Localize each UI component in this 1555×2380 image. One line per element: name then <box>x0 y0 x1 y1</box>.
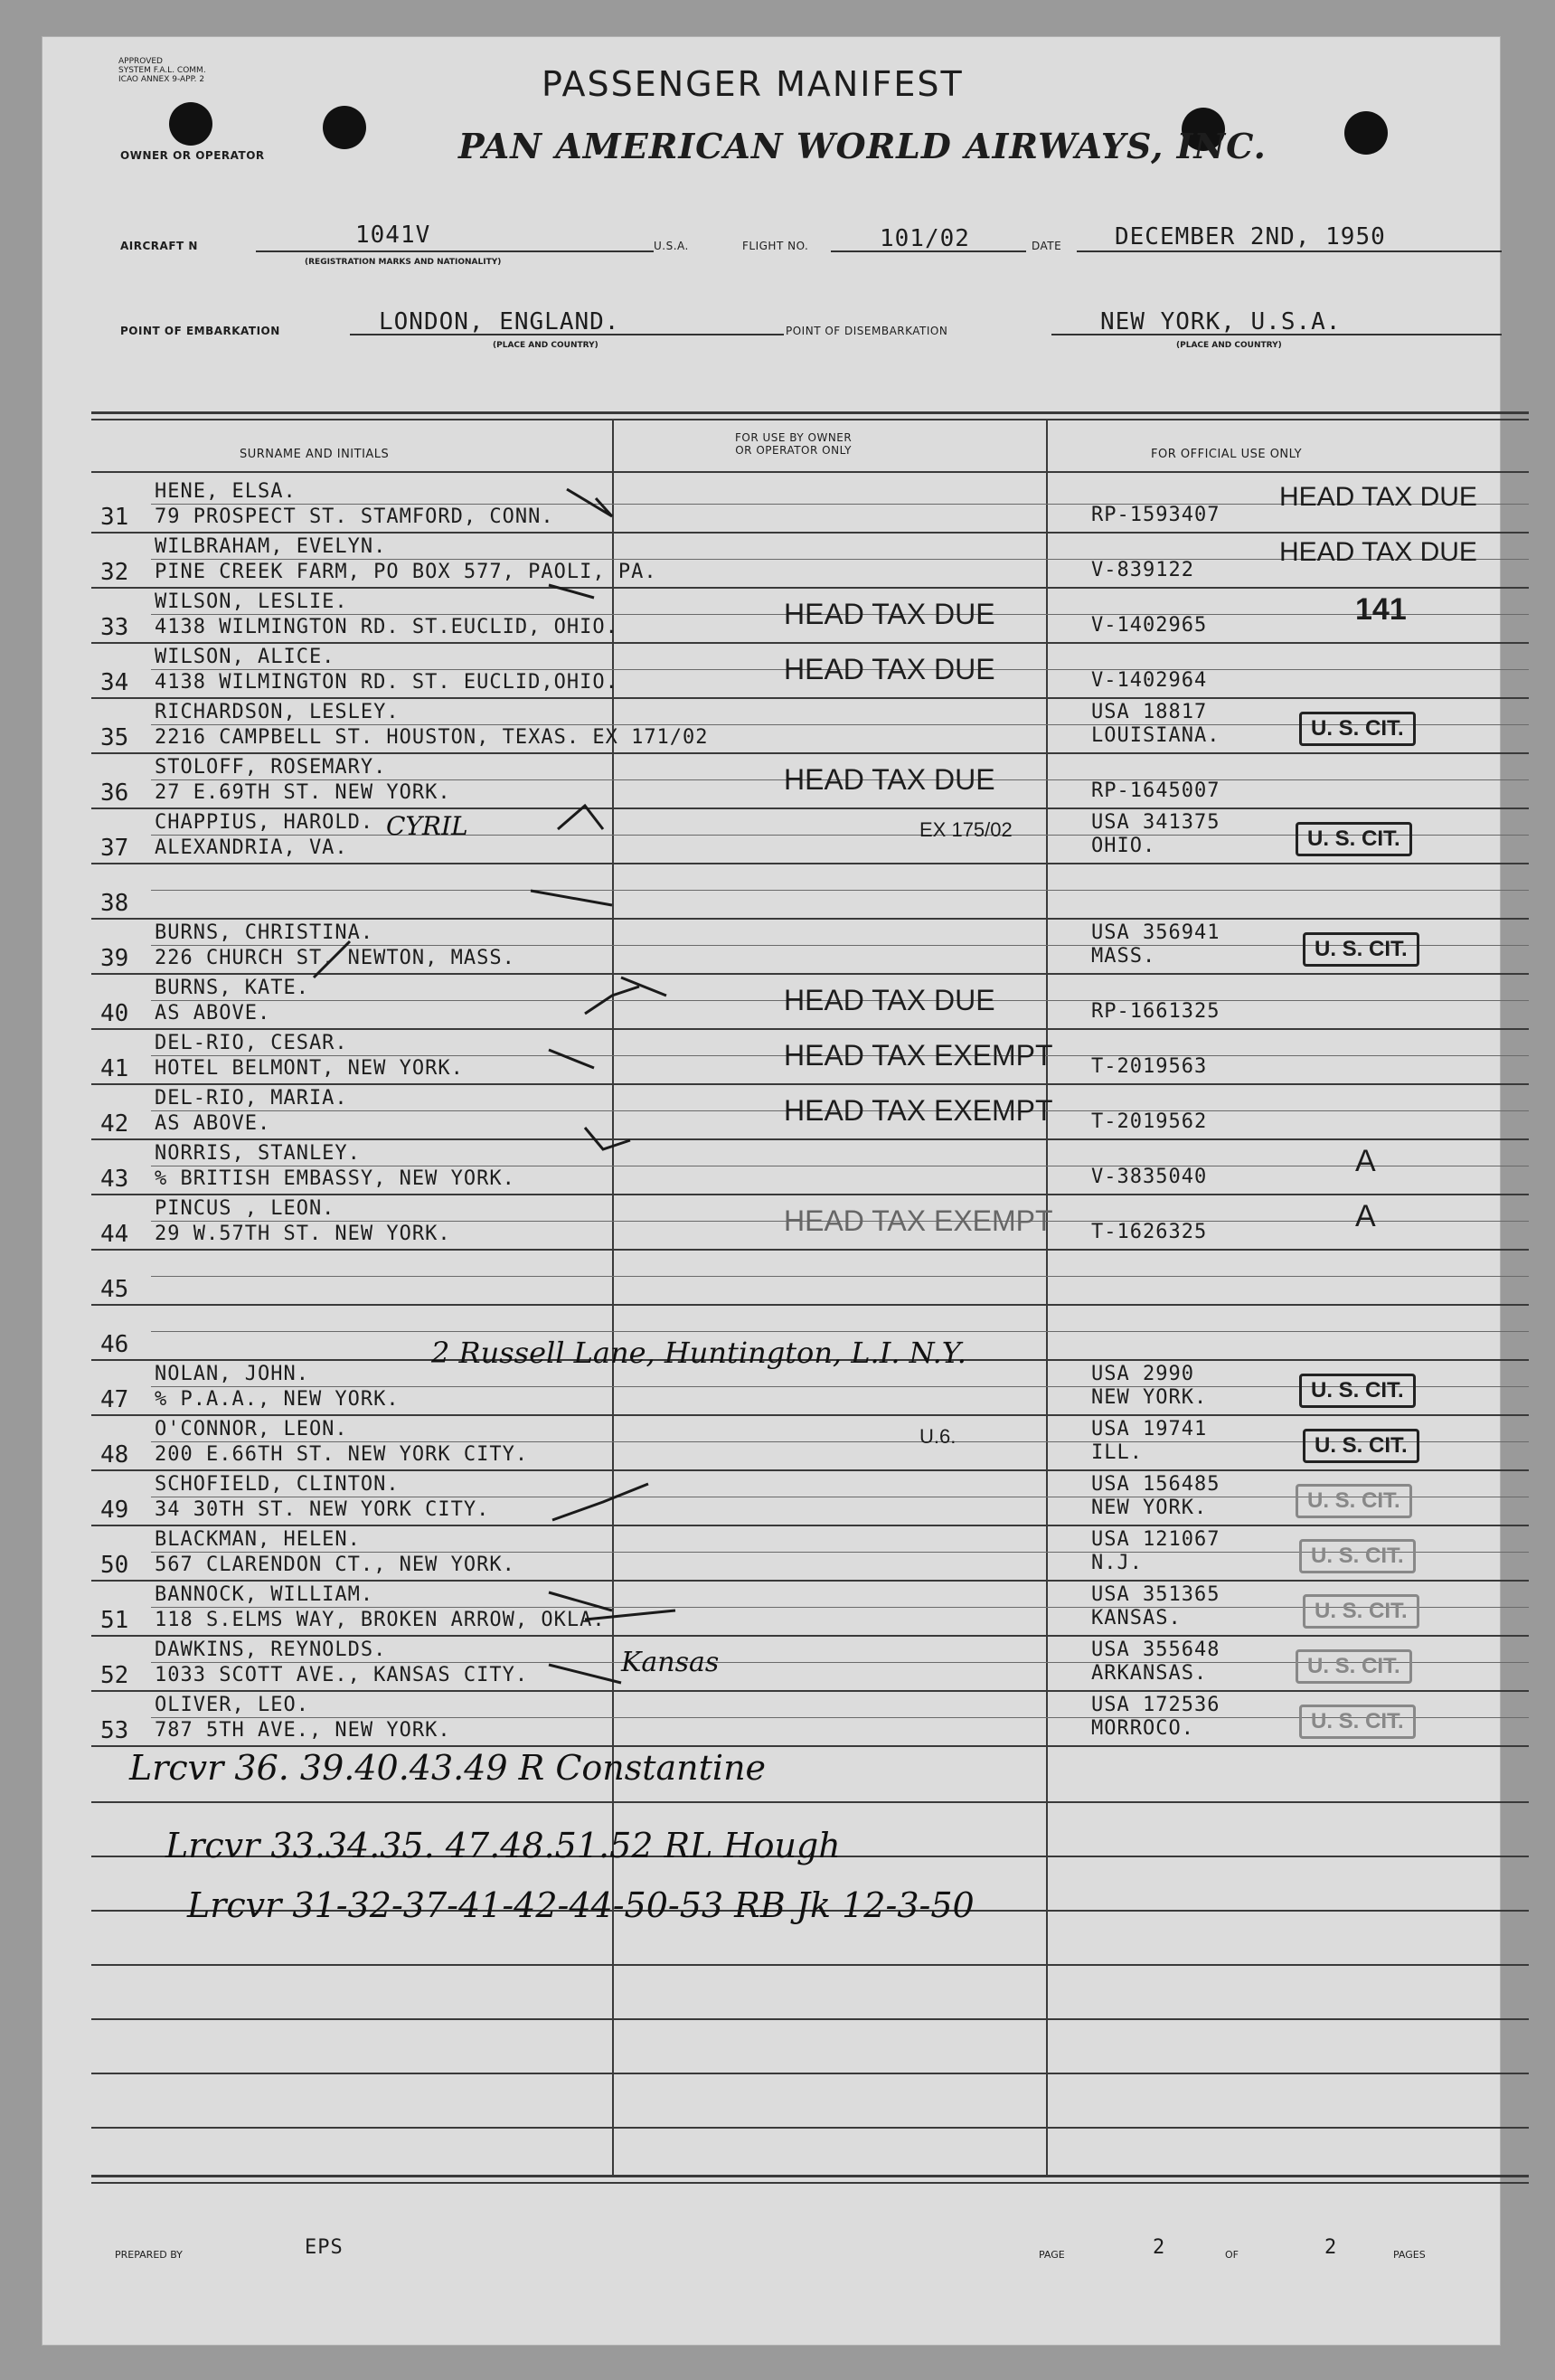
passenger-name: CHAPPIUS, HAROLD. <box>155 811 374 834</box>
handwritten-cyril: CYRIL <box>386 811 468 841</box>
handwritten-kansas: Kansas <box>621 1647 720 1678</box>
row-number: 52 <box>100 1662 129 1689</box>
check-mark <box>585 1610 675 1620</box>
passenger-address: % P.A.A., NEW YORK. <box>155 1388 400 1411</box>
row-number: 41 <box>100 1055 129 1082</box>
row-number: 50 <box>100 1552 129 1579</box>
official-state: MASS. <box>1091 945 1156 968</box>
row-number: 45 <box>100 1276 129 1303</box>
official-state: ILL. <box>1091 1441 1143 1464</box>
official-state: LOUISIANA. <box>1091 724 1220 747</box>
pages-label: PAGES <box>1393 2249 1426 2261</box>
row-number: 48 <box>100 1441 129 1469</box>
passenger-address: 118 S.ELMS WAY, BROKEN ARROW, OKLA. <box>155 1609 606 1631</box>
aircraft-label: AIRCRAFT N <box>120 240 198 252</box>
passenger-name: NOLAN, JOHN. <box>155 1363 309 1385</box>
passenger-address: AS ABOVE. <box>155 1112 271 1135</box>
owner-column-note: HEAD TAX DUE <box>784 763 995 796</box>
passenger-address: 200 E.66TH ST. NEW YORK CITY. <box>155 1443 529 1466</box>
official-state: OHIO. <box>1091 835 1156 857</box>
official-number: USA 356941 <box>1091 921 1220 944</box>
approval-note: APPROVED SYSTEM F.A.L. COMM. ICAO ANNEX 9-APP. 2 <box>118 57 206 84</box>
official-number: RP-1593407 <box>1091 504 1220 526</box>
owner-column-note: HEAD TAX EXEMPT <box>784 1204 1053 1237</box>
row-number: 46 <box>100 1331 129 1358</box>
official-state: MORROCO. <box>1091 1717 1194 1740</box>
official-number: T-2019562 <box>1091 1110 1208 1133</box>
passenger-address: HOTEL BELMONT, NEW YORK. <box>155 1057 464 1080</box>
owner-column-note: HEAD TAX DUE <box>784 653 995 685</box>
prepared-value: EPS <box>305 2236 344 2259</box>
passenger-name: O'CONNOR, LEON. <box>155 1418 348 1440</box>
official-number: USA 341375 <box>1091 811 1220 834</box>
owner-column-note: U.6. <box>919 1425 957 1448</box>
flight-label: FLIGHT NO. <box>742 240 809 252</box>
passenger-name: BURNS, KATE. <box>155 977 309 999</box>
passenger-address: 79 PROSPECT ST. STAMFORD, CONN. <box>155 505 554 528</box>
disembarkation-label: POINT OF DISEMBARKATION <box>786 325 948 337</box>
check-mark <box>567 489 612 516</box>
official-stamp: A <box>1355 1199 1376 1233</box>
passenger-address: % BRITISH EMBASSY, NEW YORK. <box>155 1167 515 1190</box>
aircraft-value: 1041V <box>355 222 431 249</box>
official-number: T-2019563 <box>1091 1055 1208 1078</box>
flight-value: 101/02 <box>880 225 970 252</box>
passenger-name: DAWKINS, REYNOLDS. <box>155 1639 387 1661</box>
owner-column-note: HEAD TAX EXEMPT <box>784 1039 1053 1072</box>
date-value: DECEMBER 2ND, 1950 <box>1115 223 1386 250</box>
row-number: 34 <box>100 669 129 696</box>
handwritten-line-3: Lrcvr 31-32-37-41-42-44-50-53 RB Jk 12-3-50 <box>187 1885 975 1925</box>
page-label: PAGE <box>1039 2249 1065 2261</box>
passenger-address: 34 30TH ST. NEW YORK CITY. <box>155 1498 490 1521</box>
row-number: 36 <box>100 779 129 807</box>
disembarkation-value: NEW YORK, U.S.A. <box>1100 308 1342 335</box>
us-citizen-stamp: U. S. CIT. <box>1303 932 1419 967</box>
official-number: USA 2990 <box>1091 1363 1194 1385</box>
check-mark <box>585 987 639 1014</box>
row-number: 31 <box>100 504 129 531</box>
official-number: RP-1645007 <box>1091 779 1220 802</box>
usa-label: U.S.A. <box>654 240 689 252</box>
official-number: USA 156485 <box>1091 1473 1220 1496</box>
row-number: 39 <box>100 945 129 972</box>
official-state: KANSAS. <box>1091 1607 1182 1629</box>
of-label: OF <box>1225 2249 1239 2261</box>
embarkation-value: LONDON, ENGLAND. <box>379 308 620 335</box>
official-number: RP-1661325 <box>1091 1000 1220 1023</box>
passenger-name: STOLOFF, ROSEMARY. <box>155 756 387 779</box>
manifest-sheet <box>42 36 1501 2346</box>
place-note-2: (PLACE AND COUNTRY) <box>1176 341 1282 350</box>
official-number: USA 351365 <box>1091 1583 1220 1606</box>
official-state: ARKANSAS. <box>1091 1662 1208 1685</box>
official-number: USA 172536 <box>1091 1694 1220 1716</box>
page-title: PASSENGER MANIFEST <box>542 64 964 104</box>
us-citizen-stamp: U. S. CIT. <box>1303 1429 1419 1463</box>
of-value: 2 <box>1324 2236 1338 2259</box>
footer-rule <box>91 2175 1529 2177</box>
handwritten-line-1: Lrcvr 36. 39.40.43.49 R Constantine <box>129 1748 767 1788</box>
check-mark <box>314 941 350 978</box>
row-number: 53 <box>100 1717 129 1744</box>
date-label: DATE <box>1032 240 1062 252</box>
owner-column-note: HEAD TAX DUE <box>784 598 995 630</box>
passenger-name: PINCUS , LEON. <box>155 1197 335 1220</box>
check-mark <box>549 1592 612 1610</box>
official-stamp: 141 <box>1355 592 1407 627</box>
row-number: 38 <box>100 890 129 917</box>
official-number: V-1402964 <box>1091 669 1208 692</box>
official-state: N.J. <box>1091 1552 1143 1574</box>
check-mark <box>558 806 603 829</box>
passenger-name: BURNS, CHRISTINA. <box>155 921 374 944</box>
passenger-address: AS ABOVE. <box>155 1002 271 1025</box>
airline-name: PAN AMERICAN WORLD AIRWAYS, INC. <box>458 126 1267 166</box>
official-number: V-3835040 <box>1091 1166 1208 1188</box>
official-state: NEW YORK. <box>1091 1386 1208 1409</box>
official-stamp: HEAD TAX DUE <box>1279 537 1477 567</box>
official-number: USA 355648 <box>1091 1639 1220 1661</box>
col-header-surname: SURNAME AND INITIALS <box>240 448 390 461</box>
passenger-name: WILBRAHAM, EVELYN. <box>155 535 387 558</box>
passenger-name: BLACKMAN, HELEN. <box>155 1528 361 1551</box>
passenger-address: 4138 WILMINGTON RD. ST.EUCLID, OHIO. <box>155 616 618 638</box>
passenger-address: 567 CLARENDON CT., NEW YORK. <box>155 1554 515 1576</box>
owner-column-note: EX 175/02 <box>919 818 1013 841</box>
check-mark <box>621 978 666 996</box>
us-citizen-stamp: U. S. CIT. <box>1303 1594 1419 1629</box>
us-citizen-stamp: U. S. CIT. <box>1299 1705 1416 1739</box>
official-number: USA 18817 <box>1091 701 1208 723</box>
owner-column-note: HEAD TAX DUE <box>784 984 995 1016</box>
passenger-address: 2216 CAMPBELL ST. HOUSTON, TEXAS. EX 171/02 <box>155 726 709 749</box>
official-state: NEW YORK. <box>1091 1497 1208 1519</box>
row-number: 44 <box>100 1221 129 1248</box>
place-note: (PLACE AND COUNTRY) <box>493 341 598 350</box>
us-citizen-stamp: U. S. CIT. <box>1296 1484 1412 1518</box>
passenger-address: 29 W.57TH ST. NEW YORK. <box>155 1223 451 1245</box>
us-citizen-stamp: U. S. CIT. <box>1296 822 1412 856</box>
official-number: T-1626325 <box>1091 1221 1208 1243</box>
passenger-name: BANNOCK, WILLIAM. <box>155 1583 374 1606</box>
official-stamp: A <box>1355 1144 1376 1178</box>
row-number: 47 <box>100 1386 129 1413</box>
check-mark <box>549 1665 621 1683</box>
passenger-name: WILSON, LESLIE. <box>155 590 348 613</box>
passenger-name: OLIVER, LEO. <box>155 1694 309 1716</box>
handwritten-line-2: Lrcvr 33.34.35. 47.48.51.52 RL Hough <box>165 1826 841 1865</box>
page-value: 2 <box>1153 2236 1166 2259</box>
check-mark <box>549 1050 594 1068</box>
row-number: 42 <box>100 1110 129 1138</box>
official-stamp: HEAD TAX DUE <box>1279 482 1477 512</box>
check-mark <box>549 585 594 598</box>
passenger-address: 787 5TH AVE., NEW YORK. <box>155 1719 451 1742</box>
owner-label: OWNER OR OPERATOR <box>120 149 265 162</box>
official-number: V-1402965 <box>1091 614 1208 637</box>
passenger-name: WILSON, ALICE. <box>155 646 335 668</box>
us-citizen-stamp: U. S. CIT. <box>1299 1374 1416 1408</box>
row-number: 51 <box>100 1607 129 1634</box>
passenger-name: DEL-RIO, MARIA. <box>155 1087 348 1110</box>
row-number: 49 <box>100 1497 129 1524</box>
handwritten-address: 2 Russell Lane, Huntington, L.I. N.Y. <box>431 1336 966 1370</box>
passenger-name: SCHOFIELD, CLINTON. <box>155 1473 400 1496</box>
passenger-name: HENE, ELSA. <box>155 480 297 503</box>
passenger-address: 226 CHURCH ST. NEWTON, MASS. <box>155 947 515 969</box>
us-citizen-stamp: U. S. CIT. <box>1299 1539 1416 1573</box>
row-number: 33 <box>100 614 129 641</box>
row-number: 32 <box>100 559 129 586</box>
registration-note: (REGISTRATION MARKS AND NATIONALITY) <box>305 258 502 267</box>
col-header-owner: FOR USE BY OWNER OR OPERATOR ONLY <box>735 431 853 457</box>
passenger-address: PINE CREEK FARM, PO BOX 577, PAOLI, PA. <box>155 561 657 583</box>
embarkation-label: POINT OF EMBARKATION <box>120 325 280 337</box>
us-citizen-stamp: U. S. CIT. <box>1299 712 1416 746</box>
row-number: 37 <box>100 835 129 862</box>
passenger-address: 27 E.69TH ST. NEW YORK. <box>155 781 451 804</box>
check-mark <box>552 1484 648 1520</box>
passenger-name: NORRIS, STANLEY. <box>155 1142 361 1165</box>
official-number: V-839122 <box>1091 559 1194 581</box>
row-number: 40 <box>100 1000 129 1027</box>
passenger-name: RICHARDSON, LESLEY. <box>155 701 400 723</box>
row-number: 43 <box>100 1166 129 1193</box>
passenger-name: DEL-RIO, CESAR. <box>155 1032 348 1054</box>
row-number: 35 <box>100 724 129 751</box>
prepared-label: PREPARED BY <box>115 2249 183 2261</box>
official-number: USA 121067 <box>1091 1528 1220 1551</box>
passenger-address: 1033 SCOTT AVE., KANSAS CITY. <box>155 1664 529 1686</box>
check-mark <box>531 891 612 905</box>
check-mark <box>585 1128 630 1149</box>
check-marks <box>42 37 1500 2345</box>
official-number: USA 19741 <box>1091 1418 1208 1440</box>
owner-column-note: HEAD TAX EXEMPT <box>784 1094 1053 1127</box>
passenger-address: ALEXANDRIA, VA. <box>155 836 348 859</box>
footer-rule-2 <box>91 2182 1529 2184</box>
passenger-address: 4138 WILMINGTON RD. ST. EUCLID,OHIO. <box>155 671 618 694</box>
col-header-official: FOR OFFICIAL USE ONLY <box>1151 448 1303 461</box>
us-citizen-stamp: U. S. CIT. <box>1296 1649 1412 1684</box>
